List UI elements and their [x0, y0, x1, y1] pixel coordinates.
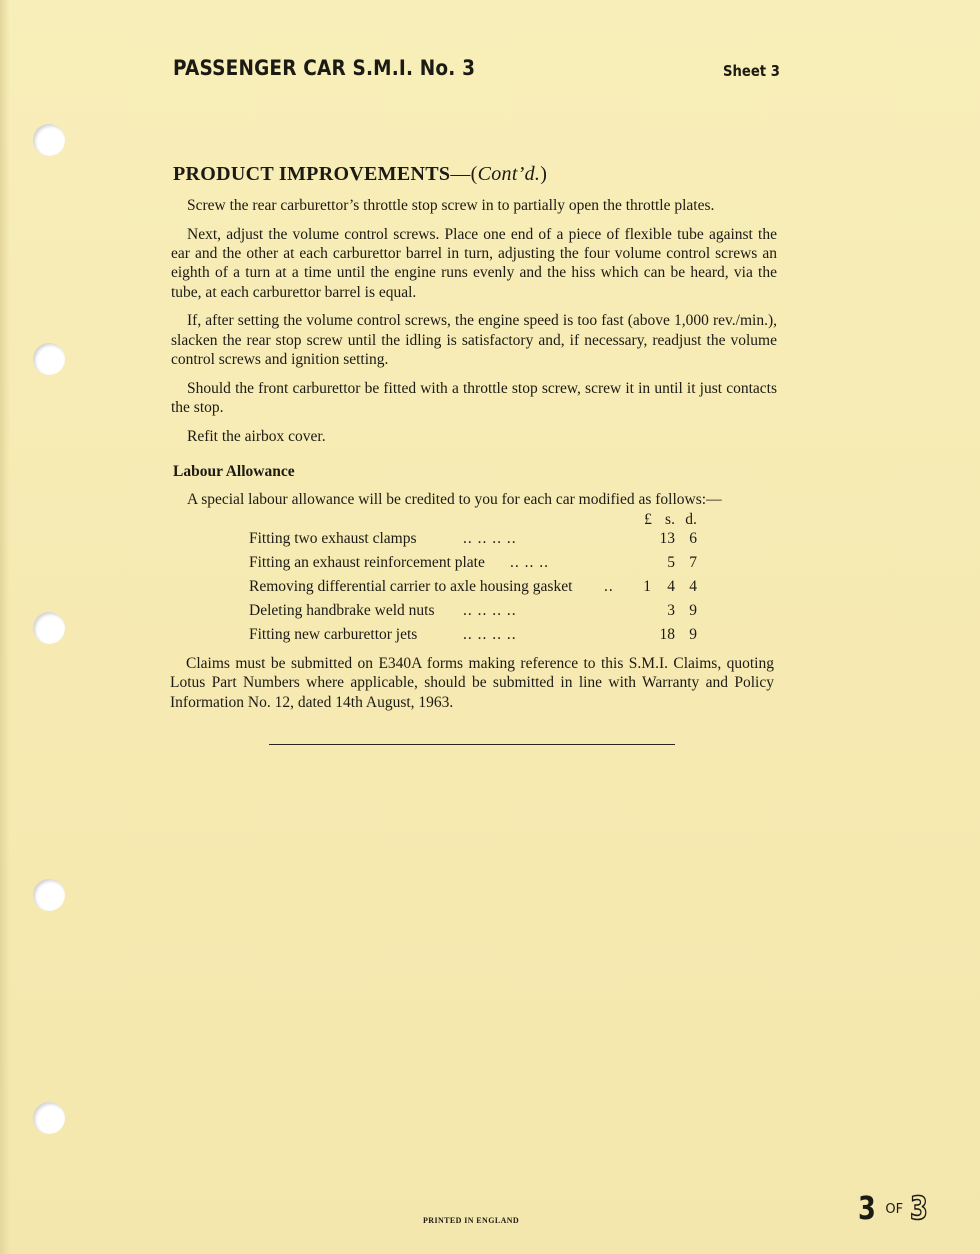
punch-hole	[33, 879, 65, 911]
amount-pence: 9	[689, 602, 697, 619]
allowance-description: Deleting handbrake weld nuts	[249, 602, 435, 619]
allowance-row	[249, 530, 709, 554]
paragraph: If, after setting the volume control screws, the engine speed is too fast (above 1,000 rev./min.), slacken the rear stop screw until the idling is satisfactory and, if necessary, readjust the volume control screws and ignition setting.	[171, 312, 777, 369]
allowance-row	[249, 578, 709, 602]
column-pence: d.	[685, 511, 697, 528]
leader-dots: ..	[604, 578, 614, 595]
allowance-description: Fitting two exhaust clamps	[249, 530, 417, 547]
page-indicator	[858, 1189, 932, 1227]
labour-allowance-heading: Labour Allowance	[173, 463, 295, 480]
printed-in-england: PRINTED IN ENGLAND	[423, 1216, 520, 1225]
allowance-description: Removing differential carrier to axle housing gasket	[249, 578, 573, 595]
claims-paragraph: Claims must be submitted on E340A forms making reference to this S.M.I. Claims, quoting Lotus Part Numbers where applicable, should be submitted in line with Warranty and Policy Information No. 12, dated 14th August, 1963.	[170, 655, 774, 711]
punch-hole	[33, 1102, 65, 1134]
leader-dots: .. .. .. ..	[463, 626, 517, 643]
section-heading-continued: Cont’d.	[477, 163, 541, 185]
page-total: 3	[910, 1189, 928, 1227]
amount-pence: 9	[689, 626, 697, 643]
amount-pence: 6	[689, 530, 697, 547]
paper-edge	[0, 0, 10, 1254]
column-pounds: £	[644, 511, 652, 528]
leader-dots: .. .. .. ..	[463, 530, 517, 547]
punch-hole	[33, 343, 65, 375]
paragraph: Refit the airbox cover.	[187, 427, 326, 445]
page-current: 3	[858, 1189, 876, 1227]
amount-shillings: 18	[659, 626, 675, 643]
section-heading	[173, 163, 547, 186]
amount-pence: 7	[689, 554, 697, 571]
paragraph: Screw the rear carburettor’s throttle stop screw in to partially open the throttle plates.	[187, 197, 715, 214]
amount-shillings: 13	[659, 530, 675, 547]
page-of: OF	[885, 1202, 904, 1217]
amount-pence: 4	[689, 578, 697, 595]
amount-shillings: 3	[667, 602, 675, 619]
end-rule	[269, 744, 675, 745]
instructions-body	[171, 196, 777, 456]
punch-hole	[33, 612, 65, 644]
amount-shillings: 5	[667, 554, 675, 571]
leader-dots: .. .. .. ..	[463, 602, 517, 619]
document-title: PASSENGER CAR S.M.I. No. 3	[173, 56, 476, 80]
paragraph: Should the front carburettor be fitted with a throttle stop screw, screw it in until it just contacts the stop.	[171, 379, 777, 417]
leader-dots: .. .. ..	[510, 554, 549, 571]
labour-allowance-intro: A special labour allowance will be credited to you for each car modified as follows:—	[187, 491, 722, 508]
sheet-number: Sheet 3	[723, 62, 780, 80]
section-heading-close: )	[540, 163, 548, 185]
allowance-description: Fitting an exhaust reinforcement plate	[249, 554, 485, 571]
column-shillings: s.	[665, 511, 675, 528]
allowance-row	[249, 554, 709, 578]
allowance-row	[249, 626, 709, 650]
amount-shillings: 4	[667, 578, 675, 595]
paragraph: Next, adjust the volume control screws. Place one end of a piece of flexible tube against the ear and the other at each carburettor barrel in turn, adjusting the four volume control screws an eighth of a turn at a time until the engine runs evenly and the hiss which can be heard, via the tube, at each carburettor barrel is equal.	[171, 225, 777, 301]
section-heading-text: PRODUCT IMPROVEMENTS	[173, 163, 451, 185]
allowance-description: Fitting new carburettor jets	[249, 626, 418, 643]
punch-hole	[33, 124, 65, 156]
section-heading-dash: —(	[450, 163, 478, 185]
amount-pounds: 1	[643, 578, 651, 595]
allowance-row	[249, 602, 709, 626]
